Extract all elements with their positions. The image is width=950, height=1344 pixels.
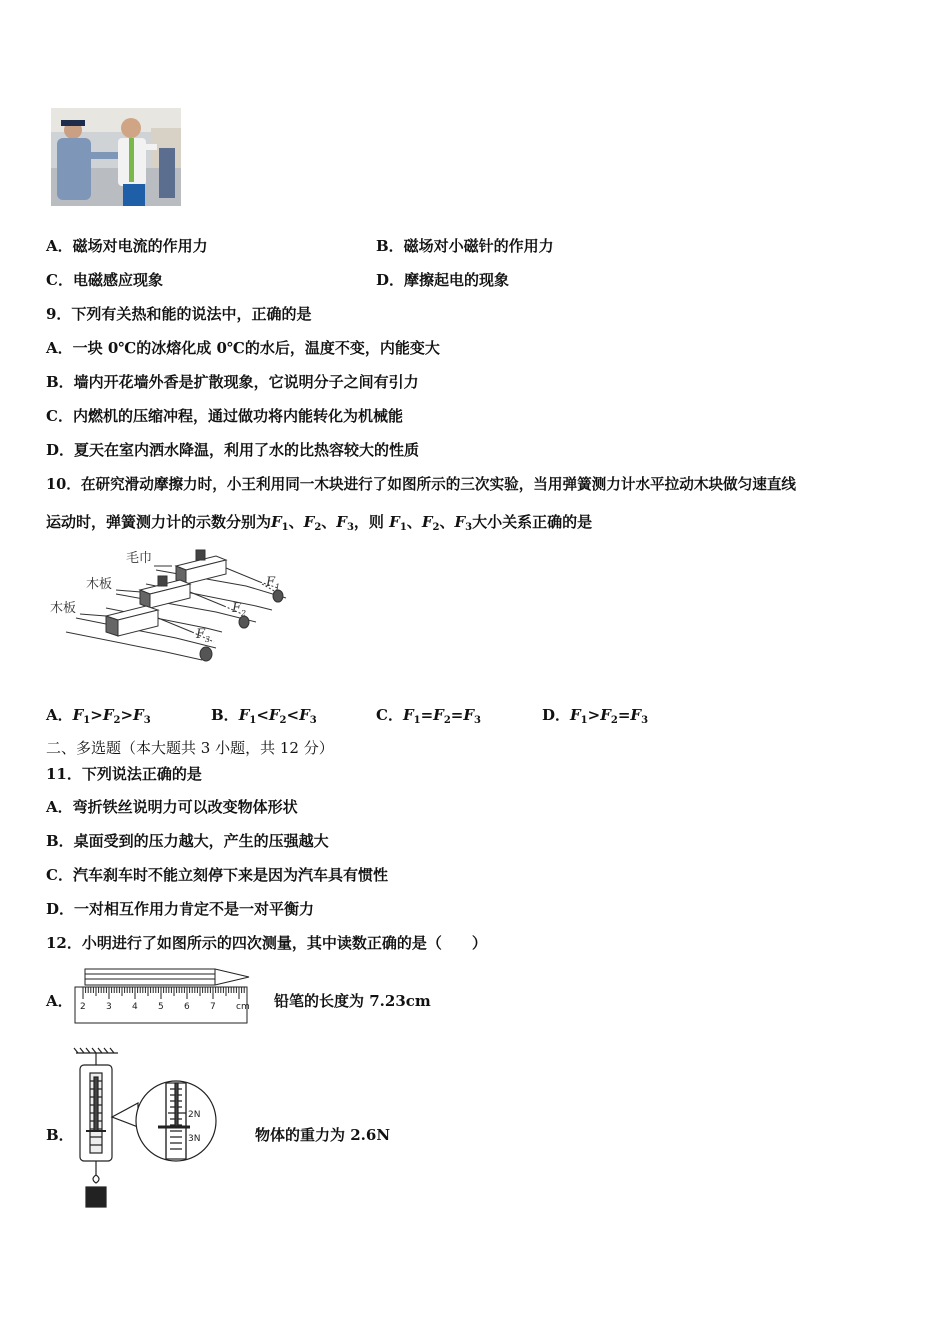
q12-stem: 12．小明进行了如图所示的四次测量，其中读数正确的是（ ）: [46, 934, 487, 952]
friction-experiment-figure: [46, 546, 296, 672]
label-board-2: 木板: [50, 601, 77, 616]
q9-option-a: A．一块 0℃的冰熔化成 0℃的水后，温度不变，内能变大: [46, 339, 440, 357]
q12-option-b-text: 物体的重力为 2.6N: [255, 1126, 391, 1144]
label-towel: 毛巾: [126, 551, 153, 566]
q12-option-a-text: 铅笔的长度为 7.23cm: [274, 992, 431, 1010]
q8-option-d: D．摩擦起电的现象: [376, 271, 510, 289]
q9-stem: 9．下列有关热和能的说法中，正确的是: [46, 305, 312, 323]
ruler-label: 2: [80, 1002, 86, 1012]
ruler-label: 5: [158, 1002, 164, 1012]
ruler-label: 7: [210, 1002, 216, 1012]
q11-option-c: C．汽车刹车时不能立刻停下来是因为汽车具有惯性: [46, 866, 388, 884]
pencil-ruler-figure: [73, 963, 251, 1027]
q11-option-a: A．弯折铁丝说明力可以改变物体形状: [46, 798, 298, 816]
q9-option-c: C．内燃机的压缩冲程，通过做功将内能转化为机械能: [46, 407, 403, 425]
label-f2: $F_2$: [232, 601, 247, 618]
q10-option-b: B．$F_1<F_2<F_3$: [211, 706, 317, 726]
ruler-label: cm: [236, 1002, 250, 1012]
q9-option-b: B．墙内开花墙外香是扩散现象，它说明分子之间有引力: [46, 373, 419, 391]
ruler-label: 3: [106, 1002, 112, 1012]
q10-stem-line2: 运动时，弹簧测力计的示数分别为$F_1$、$F_2$、$F_3$，则 $F_1$、$F_2$、$F_3$大小关系正确的是: [46, 513, 593, 533]
q8-option-b: B．磁场对小磁针的作用力: [376, 237, 554, 255]
section-2-title: 二、多选题（本大题共 3 小题，共 12 分）: [46, 739, 334, 757]
q10-option-c: C．$F_1=F_2=F_3$: [376, 706, 481, 726]
ruler-label: 6: [184, 1002, 190, 1012]
label-f3: $F_3$: [196, 627, 211, 644]
scale-label-2n: 2N: [188, 1110, 201, 1120]
q10-option-d: D．$F_1>F_2=F_3$: [542, 706, 649, 726]
q8-option-c: C．电磁感应现象: [46, 271, 163, 289]
q10-stem-line1: 10．在研究滑动摩擦力时，小王利用同一木块进行了如图所示的三次实验，当用弹簧测力计水平拉动木块做匀速直线: [46, 476, 797, 493]
label-board-1: 木板: [86, 577, 113, 592]
label-f1: $F_1$: [266, 575, 281, 592]
spring-scale-figure: [72, 1047, 228, 1215]
q11-option-d: D．一对相互作用力肯定不是一对平衡力: [46, 900, 315, 918]
q8-photo: [51, 108, 181, 206]
ruler-label: 4: [132, 1002, 138, 1012]
q11-option-b: B．桌面受到的压力越大，产生的压强越大: [46, 832, 329, 850]
q11-stem: 11．下列说法正确的是: [46, 765, 202, 783]
q10-option-a: A．$F_1>F_2>F_3$: [46, 706, 151, 726]
q12-option-b-label: B．: [46, 1126, 74, 1144]
q8-option-a: A．磁场对电流的作用力: [46, 237, 208, 255]
q12-option-a-label: A．: [46, 992, 73, 1010]
q9-option-d: D．夏天在室内洒水降温，利用了水的比热容较大的性质: [46, 441, 420, 459]
scale-label-3n: 3N: [188, 1134, 201, 1144]
